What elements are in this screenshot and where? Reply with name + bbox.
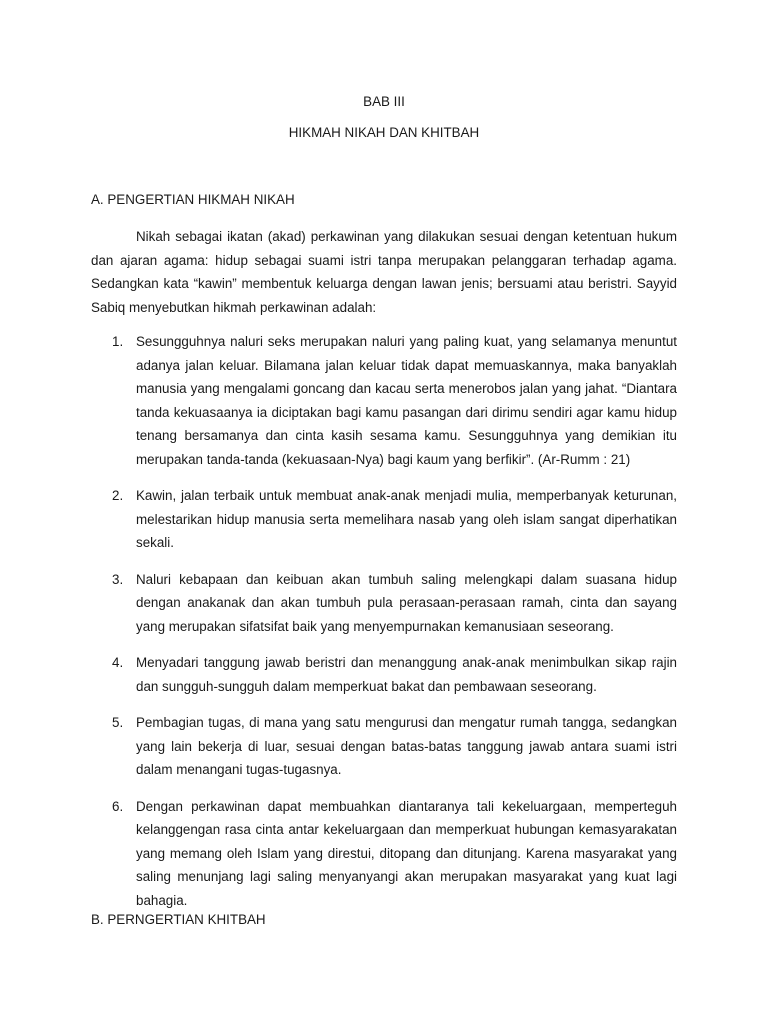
list-item — [0, 568, 768, 639]
list-item — [0, 795, 768, 913]
list-item-text: Dengan perkawinan dapat membuahkan diantaranya tali kekeluargaan, memperteguh kelanggengan rasa cinta antar kekeluargaan dan memperkuat hubungan kemasyarakatan yang memang oleh Islam yang direstui, ditopang dan ditunjang. Karena masyarakat yang saling menunjang lagi saling menyanyangi akan merupakan masyarakat yang kuat lagi bahagia. — [136, 798, 677, 908]
list-item-text: Sesungguhnya naluri seks merupakan naluri yang paling kuat, yang selamanya menuntut adanya jalan keluar. Bilamana jalan keluar tidak dapat memuaskannya, maka banyaklah manusia yang mengalami goncang dan kacau serta menerobos jalan yang jahat. “Diantara tanda kekuasaanya ia diciptakan bagi kamu pasangan dari dirimu sendiri agar kamu hidup tenang bersamanya dan cinta kasih sesama kamu. Sesungguhnya yang demikian itu merupakan tanda-tanda (kekuasaan-Nya) bagi kaum yang berfikir”. (Ar-Rumm : 21) — [136, 334, 677, 467]
list-item-number: 5. — [112, 715, 124, 730]
list-item — [0, 651, 768, 698]
chapter-label: BAB III — [363, 94, 405, 109]
list-item — [0, 711, 768, 782]
list-item-text: Pembagian tugas, di mana yang satu mengurusi dan mengatur rumah tangga, sedangkan yang lain bekerja di luar, sesuai dengan batas-batas tanggung jawab antara suami istri dalam menangani tugas-tugasnya. — [136, 715, 677, 777]
list-item — [0, 484, 768, 555]
intro-paragraph: Nikah sebagai ikatan (akad) perkawinan yang dilakukan sesuai dengan ketentuan hukum dan ajaran agama: hidup sebagai suami istri tanpa merupakan pelanggaran terhadap agama. Sedangkan kata “kawin” membentuk keluarga dengan lawan jenis; bersuami atau beristri. Sayyid Sabiq menyebutkan hikmah perkawinan adalah: — [91, 229, 677, 315]
list-item — [0, 330, 768, 471]
list-item-number: 4. — [112, 655, 124, 670]
section-a-heading: A. PENGERTIAN HIKMAH NIKAH — [91, 192, 295, 207]
list-item-number: 2. — [112, 488, 124, 503]
list-item-number: 3. — [112, 571, 124, 587]
list-item-text: Naluri kebapaan dan keibuan akan tumbuh saling melengkapi dalam suasana hidup dengan anakanak dan akan tumbuh pula perasaan-perasaan ramah, cinta dan sayang yang merupakan sifatsifat baik yang menyempurnakan kemanusiaan seseorang. — [136, 571, 677, 634]
list-item-text: Kawin, jalan terbaik untuk membuat anak-anak menjadi mulia, memperbanyak keturunan, melestarikan hidup manusia serta memelihara nasab yang oleh islam sangat diperhatikan sekali. — [136, 488, 677, 550]
list-item-number: 1. — [112, 334, 124, 349]
chapter-title: HIKMAH NIKAH DAN KHITBAH — [288, 125, 480, 140]
section-b-heading: B. PERNGERTIAN KHITBAH — [91, 912, 266, 927]
list-item-number: 6. — [112, 798, 124, 814]
hikmah-list — [0, 330, 768, 925]
list-item-text: Menyadari tanggung jawab beristri dan menanggung anak-anak menimbulkan sikap rajin dan sungguh-sungguh dalam memperkuat bakat dan pembawaan seseorang. — [136, 655, 677, 694]
